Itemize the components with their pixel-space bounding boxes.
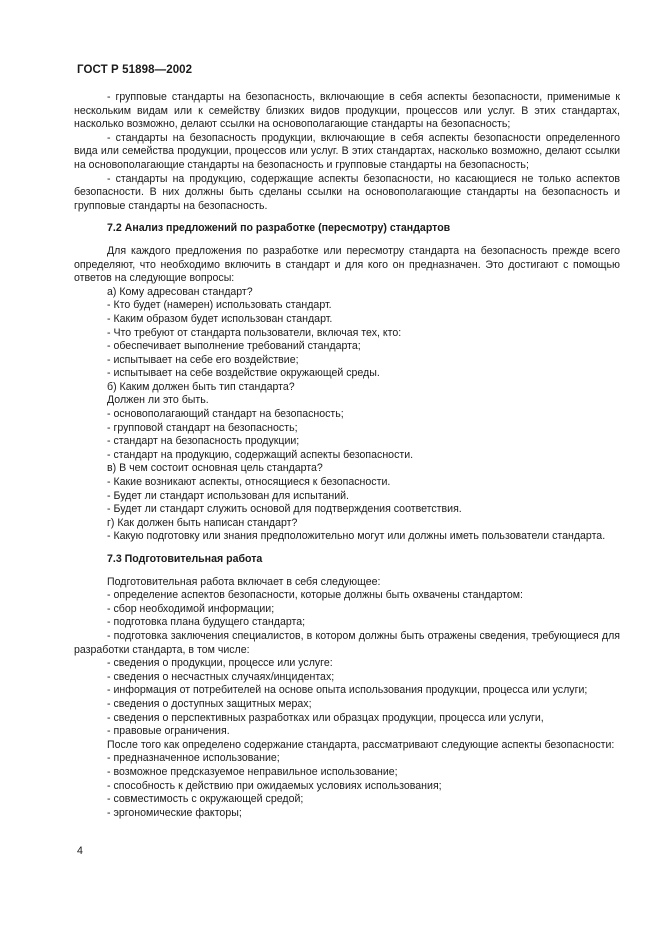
document-header: ГОСТ Р 51898—2002 [77, 64, 193, 76]
paragraph: - испытывает на себе его воздействие; [107, 353, 299, 366]
paragraph: Подготовительная работа включает в себя следующее: [107, 575, 381, 588]
paragraph: - сведения о несчастных случаях/инцидентах; [107, 670, 335, 683]
paragraph: в) В чем состоит основная цель стандарта? [107, 462, 323, 475]
paragraph: - сведения о перспективных разработках или образцах продукции, процесса или услуги, [107, 711, 544, 724]
paragraph: - испытывает на себе воздействие окружающей среды. [107, 367, 380, 380]
paragraph: - основополагающий стандарт на безопасность; [107, 408, 344, 421]
section-heading: 7.2 Анализ предложений по разработке (пересмотру) стандартов [107, 222, 451, 235]
paragraph: - правовые ограничения. [107, 725, 230, 738]
paragraph: - стандарт на продукцию, содержащий аспекты безопасности. [107, 448, 414, 461]
paragraph: - Будет ли стандарт использован для испытаний. [107, 489, 349, 502]
paragraph: - Какие возникают аспекты, относящиеся к безопасности. [107, 476, 391, 489]
paragraph: - Будет ли стандарт служить основой для подтверждения соответствия. [107, 503, 462, 516]
paragraph: - Каким образом будет использован стандарт. [107, 312, 333, 325]
paragraph: - стандарт на безопасность продукции; [107, 435, 300, 448]
paragraph: - Кто будет (намерен) использовать стандарт. [107, 299, 332, 312]
paragraph: После того как определено содержание стандарта, рассматривают следующие аспекты безопасности: [107, 738, 615, 751]
paragraph: - возможное предсказуемое неправильное использование; [107, 765, 398, 778]
paragraph: - групповые стандарты на безопасность, включающие в себя аспекты безопасности, применимые к нескольким видам или к семейству близких видов продукции, процессов или услуг. В этих стандартах, насколько возможно, делают ссылки на основополагающие стандарты на безопасность; [74, 91, 620, 131]
paragraph: - подготовка плана будущего стандарта; [107, 616, 306, 629]
paragraph: - эргономические факторы; [107, 806, 242, 819]
paragraph: а) Кому адресован стандарт? [107, 285, 253, 298]
paragraph: - сведения о продукции, процессе или услуге: [107, 657, 333, 670]
section-heading: 7.3 Подготовительная работа [107, 553, 263, 565]
paragraph: - сбор необходимой информации; [107, 602, 275, 615]
document-body [74, 91, 620, 820]
paragraph: г) Как должен быть написан стандарт? [107, 516, 298, 529]
paragraph: б) Каким должен быть тип стандарта? [107, 380, 295, 393]
paragraph: - предназначенное использование; [107, 752, 280, 765]
paragraph: - стандарты на безопасность продукции, включающие в себя аспекты безопасности определенного вида или семейства продукции, процессов или услуг. В этих стандартах, насколько возможно, делают ссылки на основополагающие стандарты на безопасность и групповые стандарты на безопасность; [74, 131, 620, 171]
paragraph: - подготовка заключения специалистов, в котором должны быть отражены сведения, требующиеся для разработки стандарта, в том числе: [74, 629, 620, 656]
paragraph: - совместимость с окружающей средой; [107, 793, 304, 806]
paragraph: - стандарты на продукцию, содержащие аспекты безопасности, но касающиеся не только аспектов безопасности. В них должны быть сделаны ссылки на основополагающие стандарты на безопасность и групповые стандарты на безопасность. [74, 172, 620, 212]
paragraph: Для каждого предложения по разработке или пересмотру стандарта на безопасность прежде всего определяют, что необходимо включить в стандарт и для кого он предназначен. Это достигают с помощью ответов на следующие вопросы: [74, 244, 620, 285]
paragraph: - Какую подготовку или знания предположительно могут или должны иметь пользователи стандарта. [107, 530, 606, 543]
paragraph: - обеспечивает выполнение требований стандарта; [107, 340, 361, 353]
paragraph: Должен ли это быть. [107, 394, 209, 407]
paragraph: - информация от потребителей на основе опыта использования продукции, процесса или услуги; [107, 684, 588, 697]
paragraph: - определение аспектов безопасности, которые должны быть охвачены стандартом: [107, 589, 523, 602]
paragraph: - способность к действию при ожидаемых условиях использования; [107, 779, 442, 792]
page-number: 4 [77, 845, 83, 857]
paragraph: - сведения о доступных защитных мерах; [107, 697, 312, 710]
paragraph: - групповой стандарт на безопасность; [107, 421, 298, 434]
paragraph: - Что требуют от стандарта пользователи, включая тех, кто: [107, 326, 402, 339]
